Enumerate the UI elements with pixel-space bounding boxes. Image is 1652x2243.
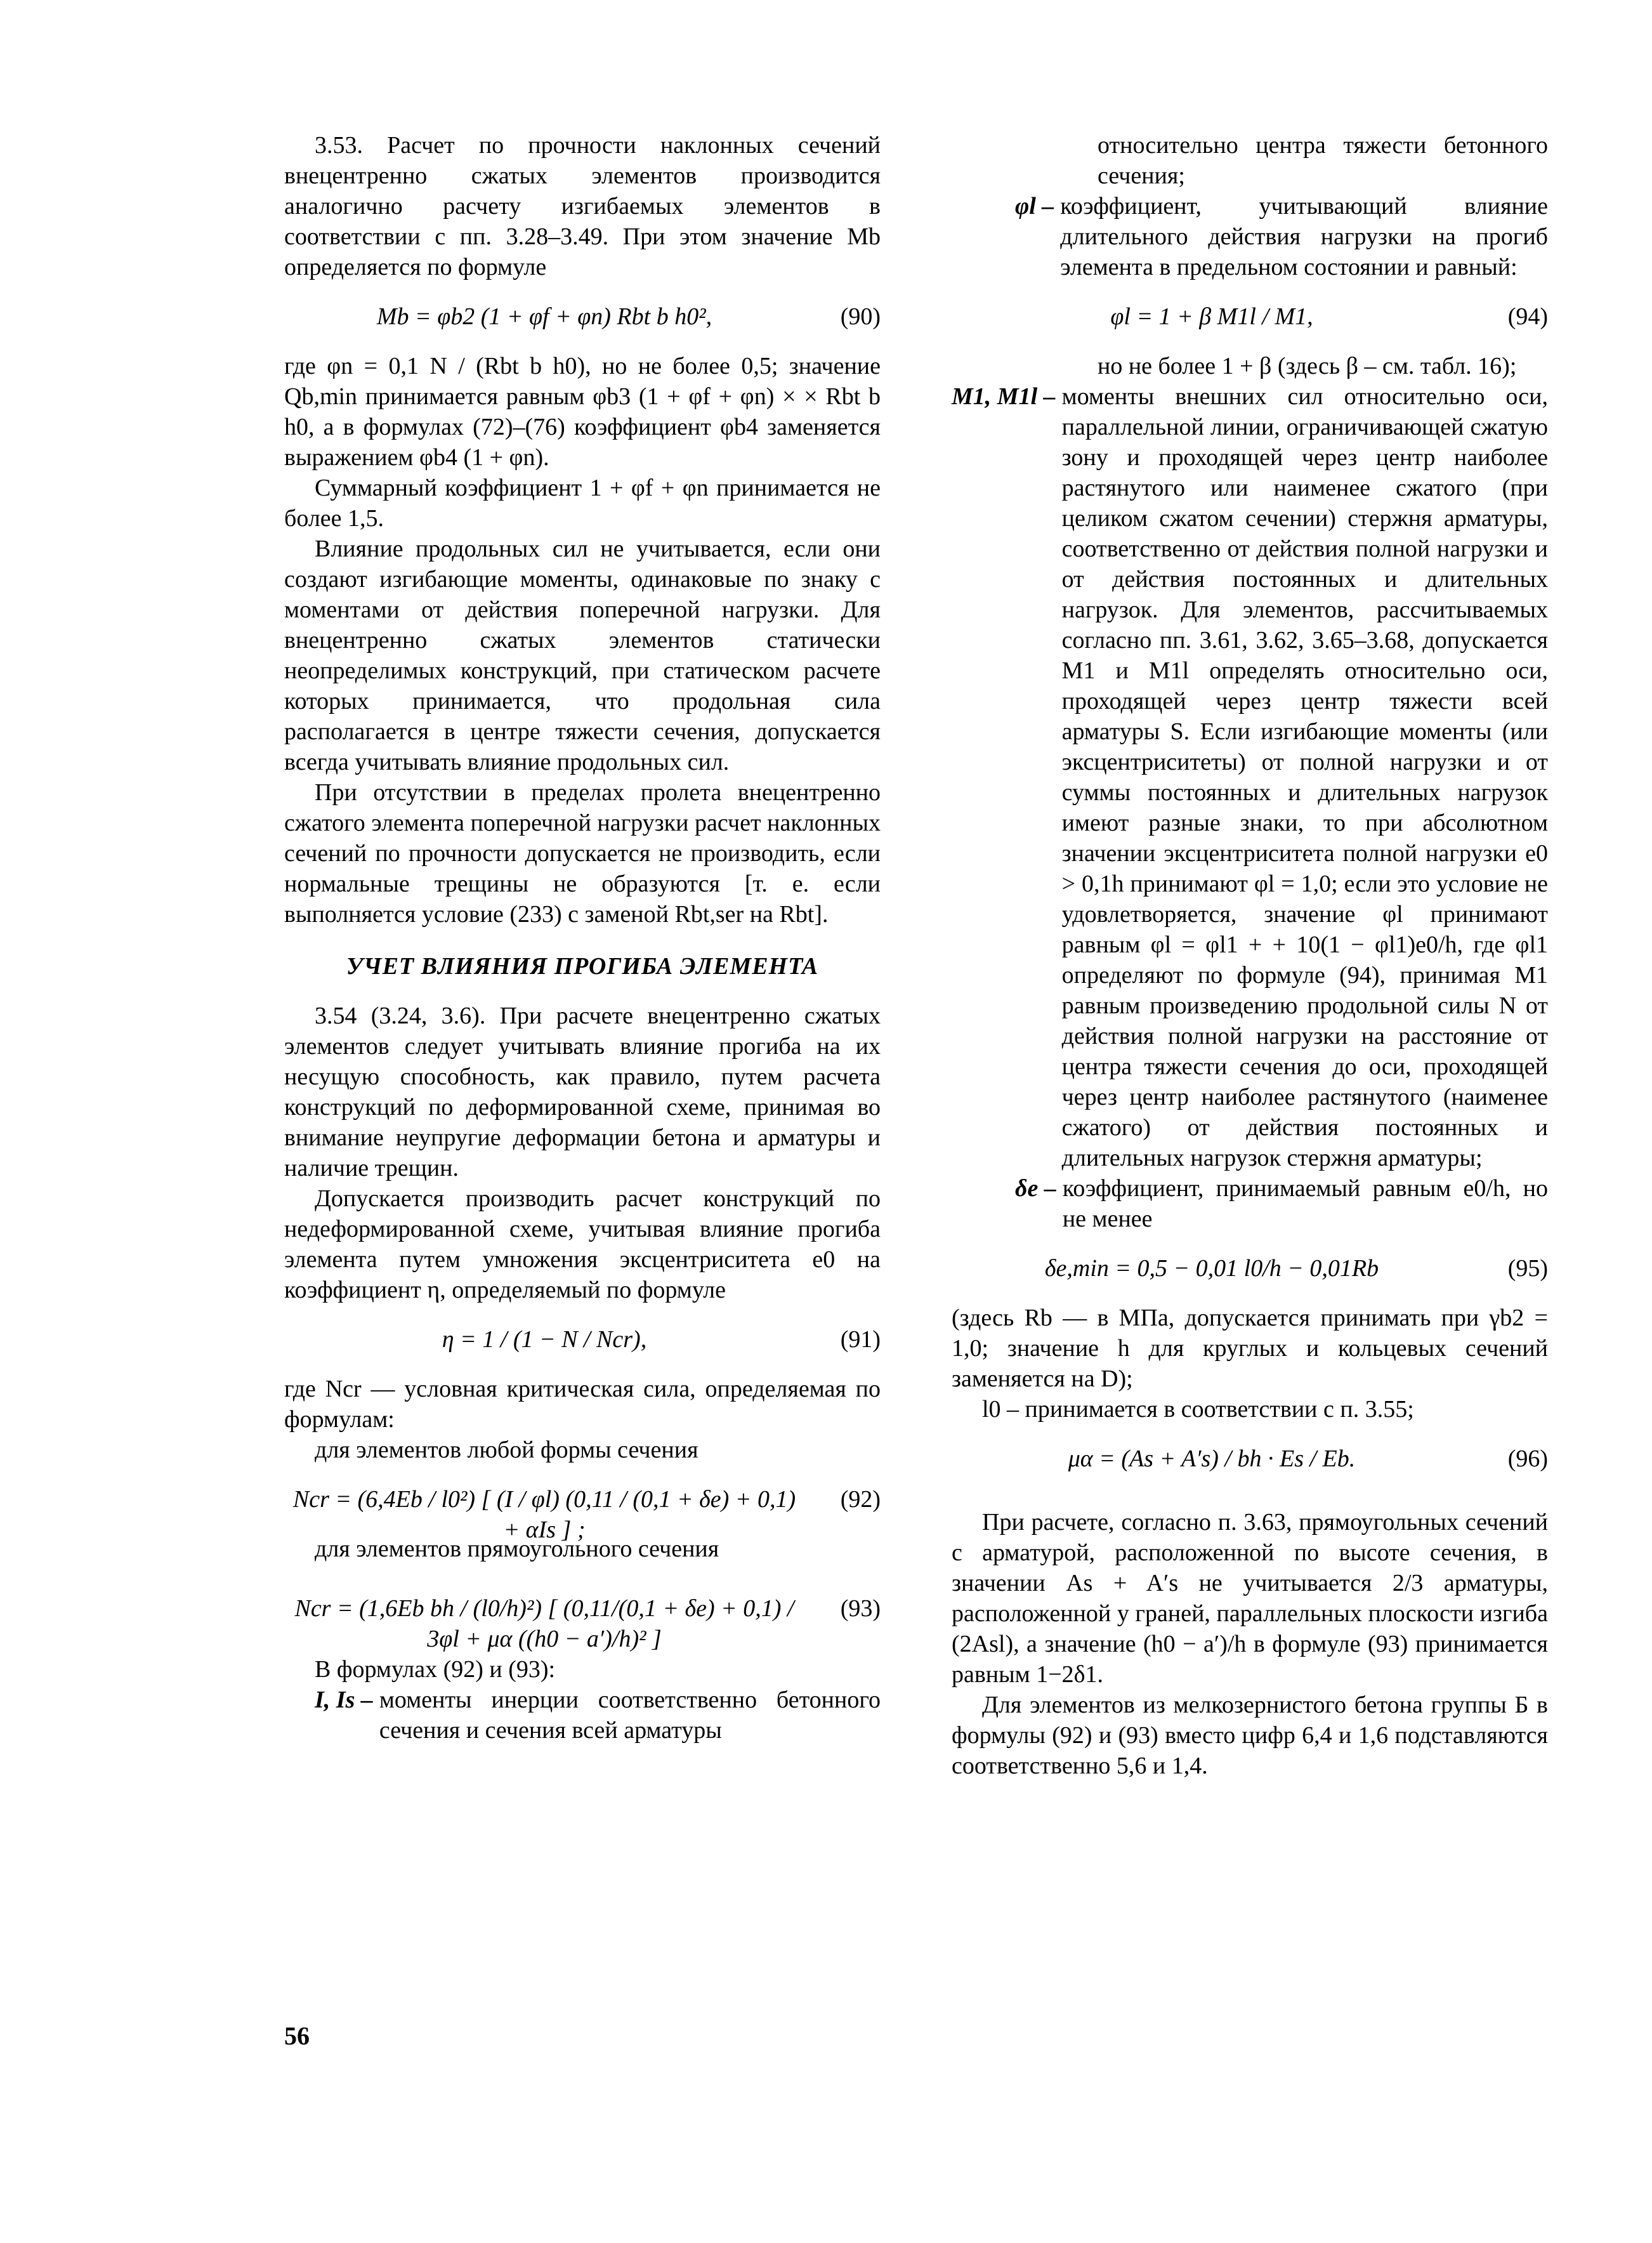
formula-95-number: (95): [1507, 1255, 1548, 1282]
paragraph-longitudinal-forces: Влияние продольных сил не учитывается, если они создают изгибающие моменты, одинаковые по знаку с моментами от действия поперечной нагрузки. Для внецентренно сжатых элементов статически неопределимых конструкций, при статическом расчете которых принимается, что продольная сила располагается в центре тяжести сечения, допускается всегда учитывать влияние продольных сил.: [284, 536, 881, 775]
formula-95-expression: δe,min = 0,5 − 0,01 l0/h − 0,01Rb: [1044, 1255, 1379, 1282]
paragraph-fine-grained-concrete: Для элементов из мелкозернистого бетона группы Б в формулы (92) и (93) вместо цифр 6,4 и 1,6 подставляются соответственно 5,6 и 1,4.: [952, 1692, 1548, 1779]
formula-92-expression: Ncr = (6,4Eb / l0²) [ (I / φl) (0,11 / (0,1 + δe) + 0,1) + αIs ] ;: [292, 1486, 796, 1543]
paragraph-sum-coefficient: Суммарный коэффициент 1 + φf + φn принимается не более 1,5.: [284, 475, 881, 532]
definition-phi-l-symbol: φl –: [1015, 193, 1054, 220]
formula-91: [284, 1309, 881, 1370]
definition-phi-l: [952, 191, 1548, 282]
formula-92: [284, 1469, 881, 1543]
formula-93: [284, 1568, 881, 1650]
definition-inertia-symbol: I, Is –: [315, 1687, 373, 1713]
continuation-inertia: относительно центра тяжести бетонного сечения;: [1098, 132, 1548, 189]
right-column: [952, 130, 1548, 1781]
paragraph-beta-limit: но не более 1 + β (здесь β – см. табл. 16);: [1098, 353, 1517, 379]
formula-96: [952, 1428, 1548, 1489]
definition-inertia-text: моменты инерции соответственно бетонного сечения и сечения всей арматуры: [379, 1687, 881, 1744]
formula-92-number: (92): [840, 1486, 881, 1513]
paragraph-any-section: для элементов любой формы сечения: [315, 1437, 698, 1463]
formula-91-number: (91): [840, 1326, 881, 1353]
paragraph-3-53: 3.53. Расчет по прочности наклонных сечений внецентренно сжатых элементов производится аналогично расчету изгибаемых элементов в соответствии с пп. 3.28–3.49. При этом значение Mb определяется по формуле: [284, 132, 881, 280]
formula-96-number: (96): [1507, 1445, 1548, 1472]
formula-94-expression: φl = 1 + β M1l / M1,: [1110, 303, 1313, 330]
paragraph-in-formulas: В формулах (92) и (93):: [315, 1656, 556, 1683]
definition-inertia: [284, 1685, 881, 1746]
paragraph-3-54: 3.54 (3.24, 3.6). При расчете внецентренно сжатых элементов следует учитывать влияние прогиба на их несущую способность, как правило, путем расчета конструкций по деформированной схеме, принимая во внимание неупругие деформации бетона и арматуры и наличие трещин.: [284, 1003, 881, 1181]
paragraph-3-63-note: При расчете, согласно п. 3.63, прямоугольных сечений с арматурой, расположенной по высоте сечения, в значении As + A′s не учитывается 2/3 арматуры, расположенной у граней, параллельных плоскости изгиба (2Asl), а значение (h0 − a′)/h в формуле (93) принимается равным 1−2δ1.: [952, 1509, 1548, 1688]
definition-delta-e-text: коэффициент, принимаемый равным e0/h, но не менее: [1062, 1175, 1548, 1232]
formula-96-expression: μα = (As + A′s) / bh · Es / Eb.: [1068, 1445, 1356, 1472]
formula-90: [284, 286, 881, 347]
formula-90-number: (90): [840, 303, 881, 330]
paragraph-rb-note: (здесь Rb — в МПа, допускается принимать при γb2 = 1,0; значение h для круглых и кольцевых сечений заменяется на D);: [952, 1305, 1548, 1392]
formula-93-expression: Ncr = (1,6Eb bh / (l0/h)²) [ (0,11/(0,1 + δe) + 0,1) / 3φl + μα ((h0 − a′)/h)² ]: [294, 1595, 794, 1652]
formula-95: [952, 1238, 1548, 1299]
formula-90-expression: Mb = φb2 (1 + φf + φn) Rbt b h0²,: [376, 303, 712, 330]
paragraph-phi-n: где φn = 0,1 N / (Rbt b h0), но не более 0,5; значение Qb,min принимается равным φb3 (1 + φf + φn) × × Rbt b h0, а в формулах (72)–(76) коэффициент φb4 заменяется выражением φb4 (1 + φn).: [284, 353, 881, 471]
left-column: [284, 130, 881, 1746]
definition-moments-text: моменты внешних сил относительно оси, параллельной линии, ограничивающей сжатую зону и проходящей через центр наиболее растянутого или наименее сжатого (при целиком сжатом сечении) стержня арматуры, соответственно от действия полной нагрузки и от действия постоянных и длительных нагрузок. Для элементов, рассчитываемых согласно пп. 3.61, 3.62, 3.65–3.68, допускается M1 и M1l определять относительно оси, проходящей через центр тяжести всей арматуры S. Если изгибающие моменты (или эксцентриситеты) от полной нагрузки и от суммы постоянных и длительных нагрузок имеют разные знаки, то при абсолютном значении эксцентриситета полной нагрузки e0 > 0,1h принимают φl = 1,0; если это условие не удовлетворяется, значение φl принимают равным φl = φl1 + + 10(1 − φl1)e0/h, где φl1 определяют по формуле (94), принимая M1 равным произведению продольной силы N от действия полной нагрузки на расстояние от центра тяжести сечения до оси, проходящей через центр наиболее растянутого (наименее сжатого) от действия постоянных и длительных нагрузок стержня арматуры;: [1061, 383, 1548, 1171]
definition-moments-symbol: M1, M1l –: [952, 383, 1056, 410]
formula-91-expression: η = 1 / (1 − N / Ncr),: [442, 1326, 647, 1353]
section-heading: УЧЕТ ВЛИЯНИЯ ПРОГИБА ЭЛЕМЕНТА: [346, 953, 819, 980]
paragraph-no-transverse-load: При отсутствии в пределах пролета внецентренно сжатого элемента поперечной нагрузки расчет наклонных сечений по прочности допускается не производить, если нормальные трещины не образуются [т. е. если выполняется условие (233) с заменой Rbt,ser на Rbt].: [284, 779, 881, 928]
definition-delta-e: [952, 1173, 1548, 1234]
definition-moments: [952, 381, 1548, 1173]
definition-phi-l-text: коэффициент, учитывающий влияние длительного действия нагрузки на прогиб элемента в предельном состоянии и равный:: [1060, 193, 1548, 280]
paragraph-ncr: где Ncr — условная критическая сила, определяемая по формулам:: [284, 1376, 881, 1433]
formula-93-number: (93): [840, 1595, 881, 1622]
paragraph-undeformed-scheme: Допускается производить расчет конструкций по недеформированной схеме, учитывая влияние прогиба элемента путем умножения эксцентриситета e0 на коэффициент η, определяемый по формуле: [284, 1185, 881, 1303]
paragraph-rect-section: для элементов прямоугольного сечения: [315, 1536, 719, 1562]
formula-94: [952, 286, 1548, 347]
page-number: 56: [284, 2022, 310, 2050]
formula-94-number: (94): [1507, 303, 1548, 330]
paragraph-l0: l0 – принимается в соответствии с п. 3.55;: [982, 1396, 1414, 1423]
definition-delta-e-symbol: δe –: [1015, 1175, 1056, 1202]
